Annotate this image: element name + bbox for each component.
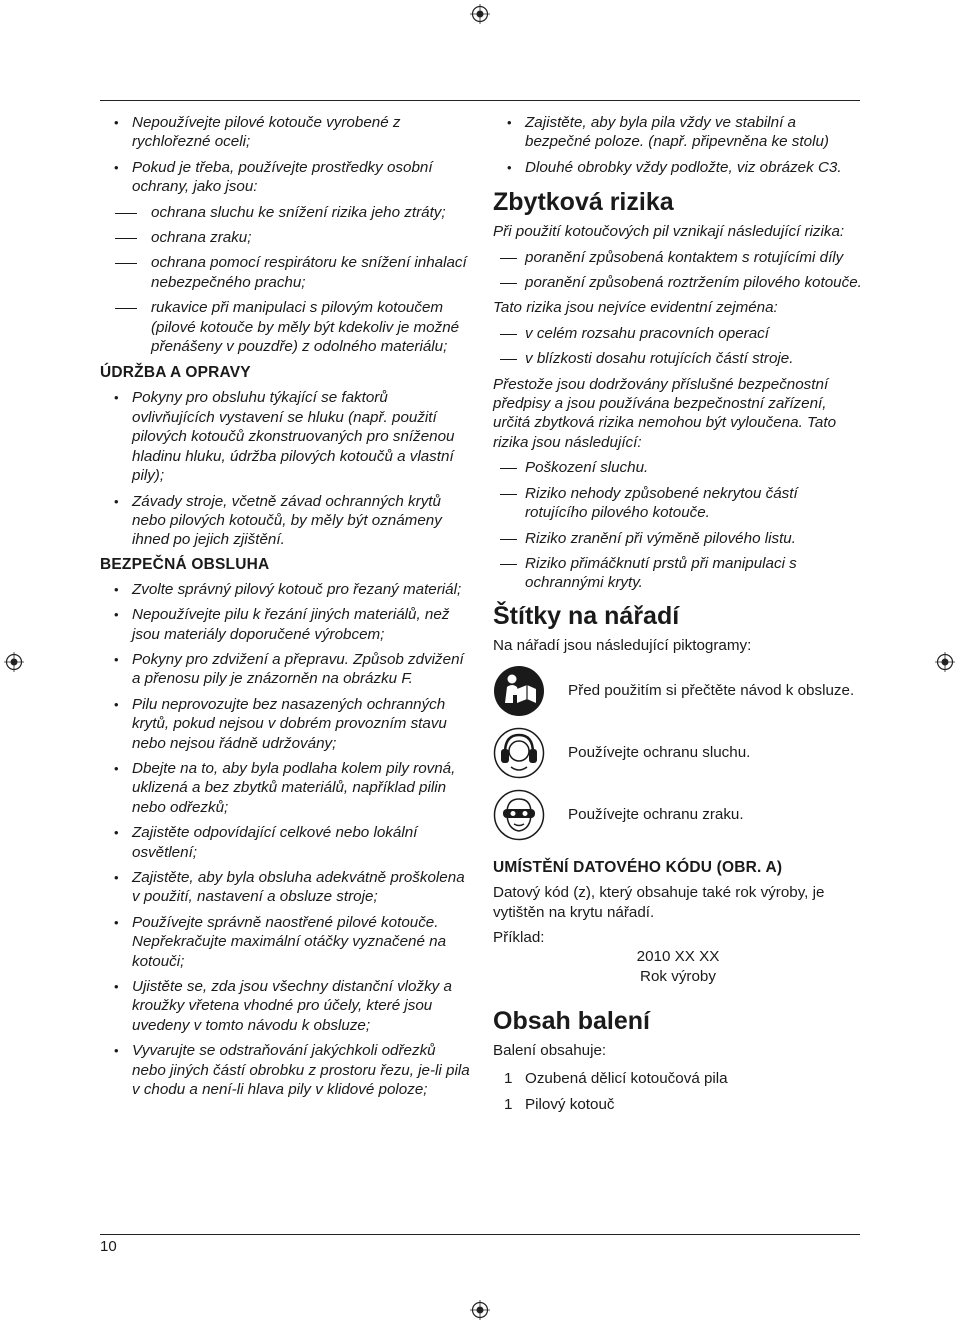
left-column [100, 113, 472, 1105]
list-item: • Nepoužívejte pilové kotouče vyrobené z rychlořezné oceli; [100, 113, 472, 152]
list-item: • Dlouhé obrobky vždy podložte, viz obrázek C3. [493, 158, 863, 177]
item-quantity: 1 [504, 1069, 513, 1087]
list-item: v blízkosti dosahu rotujících částí stroje. [493, 349, 863, 368]
list-item: • Pilu neprovozujte bez nasazených ochranných krytů, pokud nejsou v dobrém provozním stavu nebo nejsou řádně udržovány; [100, 695, 472, 753]
top-rule [100, 100, 860, 101]
page-number: 10 [100, 1238, 117, 1255]
list-item: • Závady stroje, včetně závad ochranných krytů nebo pilových kotoučů, by měly být oznámeny ihned po jejich zjištění. [100, 492, 472, 550]
list-item: • Dbejte na to, aby byla podlaha kolem pily rovná, uklizená a bez zbytků materiálů, například pilin nebo odřezků; [100, 759, 472, 817]
labels-intro: Na nářadí jsou následující piktogramy: [493, 636, 752, 654]
item-name: Ozubená dělicí kotoučová pila [525, 1069, 728, 1087]
example-caption: Rok výroby [640, 967, 716, 985]
ear-protection-icon [493, 727, 545, 779]
protection-list [100, 113, 472, 356]
risks-intro: Při použití kotoučových pil vznikají následující rizika: [493, 223, 845, 241]
list-item: • Zajistěte odpovídající celkové nebo lokální osvětlení; [100, 823, 472, 862]
stability-list [493, 113, 863, 177]
section-heading-maintenance: ÚDRŽBA A OPRAVY [100, 364, 251, 382]
list-item: • Ujistěte se, zda jsou všechny distanční vložky a kroužky vřetena vhodné pro účely, které jsou uvedeny v tomto návodu k obsluze; [100, 977, 472, 1035]
risks-evident-list [493, 324, 863, 369]
item-quantity: 1 [504, 1095, 513, 1113]
list-item: Riziko přimáčknutí prstů při manipulaci s ochrannými kryty. [493, 554, 863, 593]
list-item [493, 1069, 863, 1088]
package-intro: Balení obsahuje: [493, 1042, 607, 1060]
list-item [493, 1095, 863, 1114]
risks-evident-text: Tato rizika jsou nejvíce evidentní zejména: [493, 299, 778, 317]
section-heading-tool-labels: Štítky na nářadí [493, 601, 680, 630]
list-item: • Používejte správně naostřené pilové kotouče. Nepřekračujte maximální otáčky vyznačené na kotouči; [100, 913, 472, 971]
section-heading-package-contents: Obsah balení [493, 1007, 650, 1036]
list-item: • Zajistěte, aby byla pila vždy ve stabilní a bezpečné poloze. (např. připevněna ke stolu) [493, 113, 863, 152]
pictogram-row [493, 727, 863, 779]
risks-paragraph: Přestože jsou dodržovány příslušné bezpečnostní předpisy a jsou používána bezpečnostní zařízení, určitá zbytková rizika nemohou být vyloučena. Tato rizika jsou následující: [493, 375, 837, 451]
list-item: • Zvolte správný pilový kotouč pro řezaný materiál; [100, 580, 472, 599]
maintenance-list [100, 388, 472, 549]
list-item: rukavice při manipulaci s pilovým kotoučem (pilové kotouče by měly být kdekoliv je možné přenášeny v pouzdře) z odolného materiálu; [100, 298, 472, 356]
list-item: • Nepoužívejte pilu k řezání jiných materiálů, než jsou materiály doporučené výrobcem; [100, 605, 472, 644]
item-name: Pilový kotouč [525, 1095, 615, 1113]
section-heading-date-code: UMÍSTĚNÍ DATOVÉHO KÓDU (OBR. A) [493, 859, 783, 877]
list-item: • Pokyny pro obsluhu týkající se faktorů ovlivňujících vystavení se hluku (např. použití pilových kotoučů zkonstruovaných pro sníženou hladinu hluku, údržba pilových kotoučů a vlastní pily); [100, 388, 472, 485]
pictogram-label: Používejte ochranu sluchu. [568, 744, 751, 762]
list-item: • Pokyny pro zdvižení a přepravu. Způsob zdvižení a přenosu pily je znázorněn na obrázku F. [100, 650, 472, 689]
section-heading-residual-risks: Zbytková rizika [493, 188, 674, 217]
pictogram-label: Používejte ochranu zraku. [568, 806, 744, 824]
registration-mark-icon [470, 1300, 490, 1320]
pictogram-row [493, 789, 863, 841]
bottom-rule [100, 1234, 860, 1235]
list-item: • Pokud je třeba, používejte prostředky osobní ochrany, jako jsou: [100, 158, 472, 197]
right-column [493, 113, 863, 1121]
list-item: Riziko nehody způsobené nekrytou částí rotujícího pilového kotouče. [493, 484, 863, 523]
example-label: Příklad: [493, 928, 545, 946]
registration-mark-icon [935, 652, 955, 672]
registration-mark-icon [470, 4, 490, 24]
pictogram-row [493, 665, 863, 717]
read-manual-icon [493, 665, 545, 717]
list-item: ochrana pomocí respirátoru ke snížení inhalací nebezpečného prachu; [100, 253, 472, 292]
list-item: ochrana sluchu ke snížení rizika jeho ztráty; [100, 203, 472, 222]
list-item: • Vyvarujte se odstraňování jakýchkoli odřezků nebo jiných částí obrobku z prostoru řezu, je-li pila v chodu a není-li hlava pily v klidové poloze; [100, 1041, 472, 1099]
eye-protection-icon [493, 789, 545, 841]
list-item: poranění způsobená roztržením pilového kotouče. [493, 273, 863, 292]
list-item: • Zajistěte, aby byla obsluha adekvátně proškolena v použití, nastavení a obsluze stroje; [100, 868, 472, 907]
list-item: ochrana zraku; [100, 228, 472, 247]
list-item: Riziko zranění při výměně pilového listu. [493, 529, 863, 548]
list-item: poranění způsobená kontaktem s rotujícími díly [493, 248, 863, 267]
list-item: Poškození sluchu. [493, 458, 863, 477]
pictogram-label: Před použitím si přečtěte návod k obsluze. [568, 682, 855, 700]
date-code-text: Datový kód (z), který obsahuje také rok výroby, je vytištěn na krytu nářadí. [493, 884, 825, 921]
list-item: v celém rozsahu pracovních operací [493, 324, 863, 343]
registration-mark-icon [4, 652, 24, 672]
section-heading-safe-operation: BEZPEČNÁ OBSLUHA [100, 555, 270, 573]
safe-operation-list [100, 580, 472, 1100]
risks-dash-list [493, 248, 863, 293]
risks-list [493, 458, 863, 592]
example-code: 2010 XX XX [636, 948, 720, 966]
